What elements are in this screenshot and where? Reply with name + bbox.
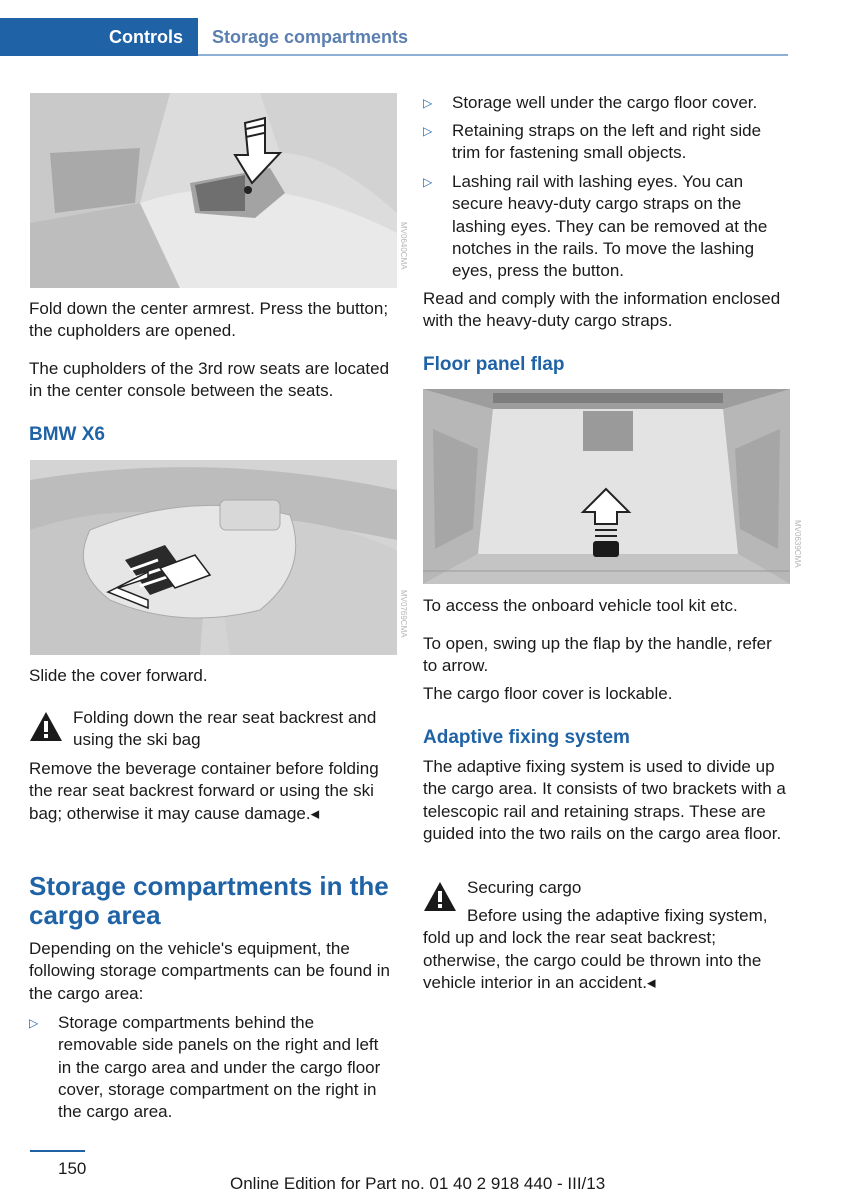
page-number: 150 xyxy=(58,1159,87,1178)
section-heading-cargo: Storage compartments in the cargo area xyxy=(29,871,389,930)
image-code: MV0640CMA xyxy=(399,222,408,270)
armrest-image xyxy=(30,93,397,288)
list-item-text: Retaining straps on the left and right side trim for fastening small objects. xyxy=(452,121,762,163)
paragraph: Slide the cover forward. xyxy=(29,666,208,685)
paragraph: The cargo floor cover is lockable. xyxy=(423,684,673,703)
paragraph: Fold down the center armrest. Press the button; the cupholders are opened. xyxy=(29,299,389,341)
paragraph: To access the onboard vehicle tool kit etc. xyxy=(423,596,738,615)
warning-body-text: Before using the adaptive fixing system, fold up and lock the rear seat backrest; otherwise, the cargo could be thrown into the vehicle interior in an accident.◂ xyxy=(423,906,768,992)
warning-icon xyxy=(29,710,63,743)
list-item-text: Storage well under the cargo floor cover. xyxy=(452,93,758,112)
cargo-floor-image xyxy=(423,389,790,584)
bullet-triangle-icon: ▷ xyxy=(423,124,433,138)
list-item-text: Storage compartments behind the removable side panels on the right and left in the cargo area and under the cargo floor cover, storage compartment on the right in the cargo area. xyxy=(58,1013,381,1122)
warning-title: Folding down the rear seat backrest and using the ski bag xyxy=(73,708,377,750)
console-cover-image xyxy=(30,460,397,655)
bullet-triangle-icon: ▷ xyxy=(423,96,433,110)
list-item xyxy=(423,92,788,114)
bullet-triangle-icon: ▷ xyxy=(423,175,433,189)
image-code: MV0639CMA xyxy=(793,520,802,568)
image-code: MV0769CMA xyxy=(399,590,408,638)
chapter-title: Controls xyxy=(109,27,183,47)
subheading-bmw-x6: BMW X6 xyxy=(29,424,105,445)
paragraph: Read and comply with the information enclosed with the heavy-duty cargo straps. xyxy=(423,289,781,331)
bullet-triangle-icon: ▷ xyxy=(29,1016,39,1030)
warning-body xyxy=(423,905,788,994)
paragraph: Depending on the vehicle's equipment, the following storage compartments can be found in the cargo area: xyxy=(29,939,390,1003)
footer-rule xyxy=(30,1150,85,1152)
list-item xyxy=(29,1012,395,1123)
subheading-adaptive-fixing: Adaptive fixing system xyxy=(423,727,630,748)
list-item xyxy=(423,120,788,165)
section-title: Storage compartments xyxy=(212,27,409,47)
paragraph: The cupholders of the 3rd row seats are located in the center console between the seats. xyxy=(29,359,390,401)
paragraph: To open, swing up the flap by the handle, refer to arrow. xyxy=(423,634,772,676)
list-item-text: Lashing rail with lashing eyes. You can secure heavy-duty cargo straps on the lashing eyes. They can be removed at the notches in the rails. To move the lashing eyes, press the button. xyxy=(452,172,768,281)
chapter-tab xyxy=(0,18,198,56)
header-rule xyxy=(198,54,788,56)
warning-body: Remove the beverage container before folding the rear seat backrest forward or using the ski bag; otherwise it may cause damage.◂ xyxy=(29,759,379,823)
warning-title: Securing cargo xyxy=(467,878,582,897)
list-item xyxy=(423,171,788,282)
paragraph: The adaptive fixing system is used to divide up the cargo area. It consists of two brackets with a telescopic rail and retaining straps. These are guided into the two rails on the cargo area floor. xyxy=(423,757,786,843)
edition-note: Online Edition for Part no. 01 40 2 918 440 - III/13 xyxy=(230,1174,606,1193)
subheading-floor-panel-flap: Floor panel flap xyxy=(423,354,565,375)
